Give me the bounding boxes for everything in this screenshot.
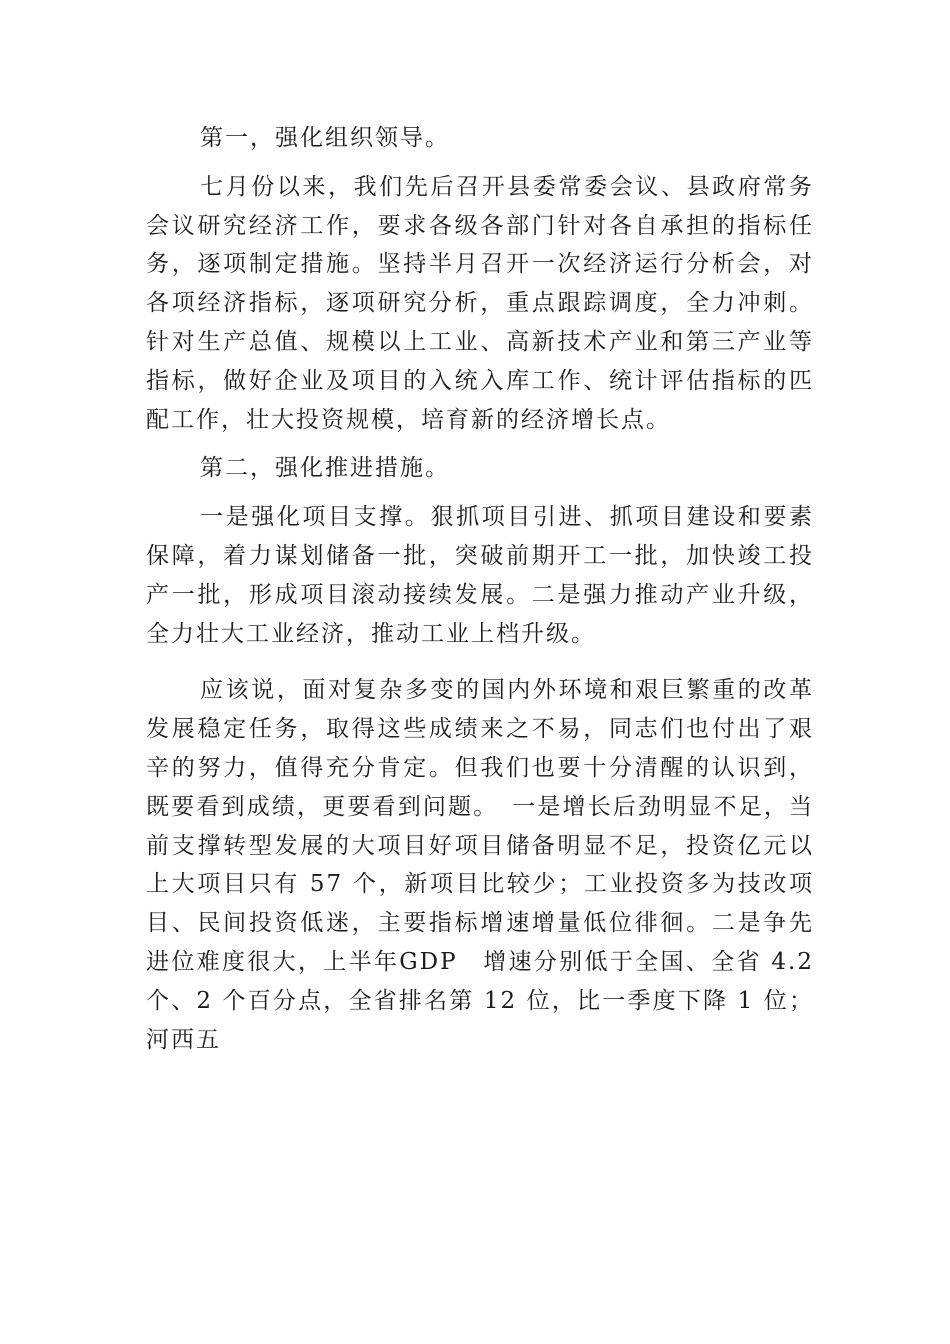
paragraph-heading-2: 第二，强化推进措施。: [200, 455, 450, 482]
paragraph-body-3: 应该说，面对复杂多变的国内外环境和艰巨繁重的改革发展稳定任务，取得这些成绩来之不易，同志们也付出了艰辛的努力，值得充分肯定。但我们也要十分清醒的认识到，既要看到成绩，更要看到问题。 一是增长后劲明显不足，当前支撑转型发展的大项目好项目储备明显不足，投资亿元以上大项目只有 57 个，新项目比较少；工业投资多为技改项目、民间投资低迷，主要指标增速增量低位徘徊。二是争先进位难度很大，上半年GDP 增速分别低于全国、全省 4.2 个、2 个百分点，全省排名第 12 位，比一季度下降 1 位；河西五: [146, 677, 814, 1053]
paragraph-heading-1: 第一，强化组织领导。: [200, 125, 450, 151]
document-body: [146, 119, 814, 1059]
paragraph-body-1: 七月份以来，我们先后召开县委常委会议、县政府常务会议研究经济工作，要求各级各部门针对各自承担的指标任务，逐项制定措施。坚持半月召开一次经济运行分析会，对各项经济指标，逐项研究分析，重点跟踪调度，全力冲刺。针对生产总值、规模以上工业、高新技术产业和第三产业等指标，做好企业及项目的入统入库工作、统计评估指标的匹配工作，壮大投资规模，培育新的经济增长点。: [146, 173, 814, 433]
paragraph-body-2: 一是强化项目支撑。狠抓项目引进、抓项目建设和要素保障，着力谋划储备一批，突破前期开工一批，加快竣工投产一批，形成项目滚动接续发展。二是强力推动产业升级，全力壮大工业经济，推动工业上档升级。: [146, 504, 814, 647]
